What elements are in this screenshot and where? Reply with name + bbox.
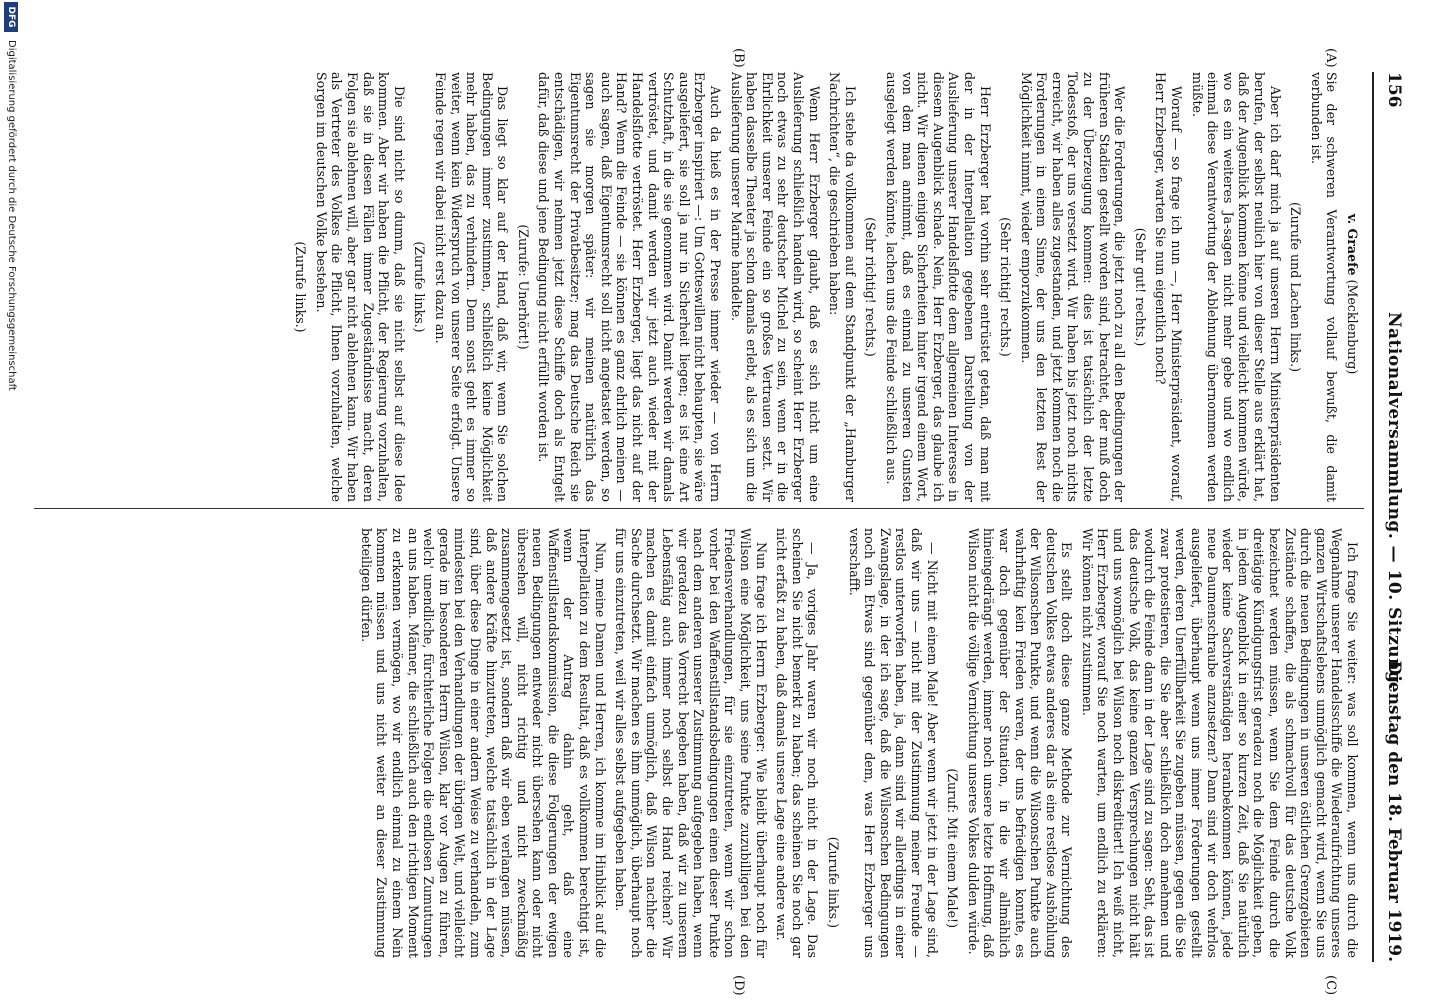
- paragraph: Ich frage Sie weiter: was soll kommen, wenn uns durch die Wegnahme unserer Handelsschiffe die Wiederaufrichtung unseres ganzen Wirtschaftslebens unmöglich gemacht wird, wenn Sie uns durch die neuen Bedingungen in unseren östlichen Grenzgebieten Zustände schaffen, die als schmachvoll für das deutsche Volk bezeichnet werden müssen, wenn Sie dem Feinde durch die dreitägige Kündigungsfrist geradezu noch die Möglichkeit geben, in jedem Augenblick in einer so kurzen Zeit, daß Sie natürlich wieder keine Sachverständigen heranbekommen können, jede neue Daumenschraube anzusetzen? Dann sind wir doch wehrlos ausgeliefert, überhaupt wenn uns immer Forderungen gestellt werden, deren Unerfüllbarkeit Sie zugeben müssen, gegen die Sie zwar protestieren, die Sie aber schließlich doch annehmen und wodurch die Feinde dann in der Lage sind zu sagen: Seht, das ist das deutsche Volk, das keine ganzen Versprechungen nicht hält und uns womöglich bei Wilson noch diskreditiert! Ich weiß nicht, Herr Erzberger, worauf Sie noch warten, um endlich zu erklären: Wir können nicht zustimmen.: [1079, 528, 1360, 958]
- running-title: Nationalversammlung. — 10. Sitzung.: [1384, 312, 1404, 690]
- interjection: (Zurufe links.): [412, 241, 428, 333]
- speaker-name: v. Graefe: [1345, 213, 1360, 276]
- paragraph: Das liegt so klar auf der Hand, daß wir, wenn Sie solchen Bedingungen immer zustimmen, schließlich keine Möglichkeit mehr haben, das zu verhindern. Denn sonst geht es immer so weiter, wenn kein Widerspruch von unserer Seite erfolgt. Unsere Feinde regen wir dabei nicht erst dazu an.: [432, 72, 511, 502]
- paragraph: Die sind nicht so dumm, daß sie nicht selbst auf diese Idee kommen. Aber wir haben die Pflicht, der Regierung vorzuhalten, daß sie in diesen Fällen immer Zugeständnisse macht, deren Folgen sie ablehnen will, aber gar nicht ablehnen kann. Wir haben als Vertreter des Volkes die Pflicht, Ihnen vorzuhalten, welche Sorgen im deutschen Volke bestehen.: [313, 72, 407, 502]
- paragraph: Sie der schweren Verantwortung vollauf bewußt, die damit verbunden ist.: [1308, 72, 1340, 502]
- interjection: (Zuruf: Mit einem Male!): [945, 768, 961, 928]
- paragraph: Nun, meine Damen und Herren, ich komme im Hinblick auf die Interpellation zu dem Resultat, daß es vollkommen berechtigt ist, wenn der Antrag dahin geht, daß eine Waffenstillstandskommission, die diese Folgerungen der ewigen neuen Bedingungen entweder nicht übersehen kann oder nicht übersehen will, nicht richtig und nicht zweckmäßig zusammengesetzt ist, sondern daß wir eben verlangen müssen, daß andere Kräfte hinzutreten, welche tatsächlich in der Lage sind, über diese Dinge in einer andern Weise zu verhandeln, zum mindesten bei den Verhandlungen der übrigen Welt, und vielleicht gerade im besonderen Herrn Wilson, klar vor Augen zu führen, welch' unendliche, fürchterliche Folgen die endlosen Zumutungen an uns haben. Männer, die schließlich auch den richtigen Moment zu erkennen vermögen, wo wir endlich einmal zu einem Nein kommen müssen und uns nicht weiter an dieser Zustimmung beteiligen dürfen.: [358, 528, 608, 958]
- header-rule: [1372, 72, 1374, 962]
- margin-marker-a: (A): [1323, 48, 1338, 68]
- interjection: (Zurufe: Unerhört!): [515, 224, 531, 350]
- paragraph: Ich stehe da vollkommen auf dem Standpunkt der „Hamburger Nachrichten“, die geschrieben haben:: [827, 72, 858, 502]
- page-header: [1376, 72, 1406, 962]
- margin-marker-d: (D): [731, 975, 746, 996]
- interjection: (Sehr richtig! rechts.): [863, 217, 879, 357]
- paragraph: Wer die Forderungen, die jetzt noch zu all den Bedingungen der früheren Stadien gestellt worden sind, betrachtet, der muß doch zu der Überzeugung kommen: dies ist tatsächlich der letzte Todesstoß, der uns versetzt wird. Wir haben bis jetzt noch nichts erreicht, wir haben alles zugestanden, und jetzt kommen noch die Forderungen in einem Sinne, der uns den letzten Rest der Möglichkeit nimmt, wieder emporzukommen.: [1018, 72, 1128, 502]
- page-number: 156: [1384, 72, 1404, 108]
- paragraph: Worauf — so frage ich nun —, Herr Ministerpräsident, worauf, Herr Erzberger, warten Sie nun eigentlich noch?: [1153, 72, 1185, 502]
- right-column: [353, 528, 1360, 958]
- interjection: (Zurufe und Lachen links.): [1288, 201, 1304, 373]
- paragraph: Es stellt doch diese ganze Methode zur Vernichtung des deutschen Volkes etwas anderes dar als eine restlose Aushöhlung der Wilsonschen Punkte, und wenn die Wilsonschen Punkte auch wahrhaftig kein Frieden waren, der uns befriedigen konnte, es war doch gegenüber der Situation, in die wir allmählich hineingedrängt werden, immer noch unsere letzte Hoffnung, daß Wilson nicht die völlige Vernichtung unseres Volkes dulden würde.: [965, 528, 1075, 958]
- paragraph: — Ja, voriges Jahr waren wir noch nicht in der Lage. Das scheinen Sie nicht bemerkt zu haben; das scheinen Sie noch gar nicht erfaßt zu haben, daß damals unsere Lage eine andere war.: [774, 528, 821, 958]
- paragraph: — Nicht mit einem Male! Aber wenn wir jetzt in der Lage sind, daß wir uns — nicht mit der Zustimmung meiner Freunde — restlos unterworfen haben, ja, dann sind wir allerdings in einer Zwangslage, in der ich sage, daß die Wilsonschen Bedingungen noch ein Etwas sind gegenüber dem, was Herr Erzberger uns verschafft.: [846, 528, 940, 958]
- session-date: Dienstag den 18. Februar 1919.: [1384, 660, 1404, 962]
- quotation: Wenn Herr Erzberger glaubt, daß es sich nicht um eine Auslieferung schließlich handeln wird, so scheint Herr Erzberger noch etwas zu sehr deutscher Michel zu sein, wenn er in die Ehrlichkeit unserer Feinde ein so großes Vertrauen setzt. Wir haben dasselbe Theater ja schon damals erlebt, als es sich um die Auslieferung unserer Marine handelte.: [728, 72, 822, 502]
- speaker-party: (Mecklenburg): [1345, 279, 1360, 375]
- column-divider: [34, 508, 1364, 509]
- digitization-footer: [0, 0, 21, 1000]
- interjection: (Zurufe links.): [826, 836, 841, 928]
- margin-marker-b: (B): [731, 48, 746, 68]
- dfg-logo: DFG: [4, 2, 18, 32]
- funding-note: Digitalisierung gefördert durch die Deutsche Forschungsgemeinschaft: [6, 40, 17, 391]
- speaker-line: [1344, 72, 1360, 502]
- paragraph: Nun frage ich Herrn Erzberger: Wie bleibt überhaupt noch für Wilson eine Möglichkeit, uns seine Punkte zuzubilligen bei den Friedensverhandlungen, für sie einzutreten, wenn wir schon vorher bei den Waffenstillstandsbedingungen einen dieser Punkte nach dem anderen unserer Zustimmung aufgegeben haben, wenn wir geradezu das Vorrecht begeben haben, daß wir zu unserem Lebensfähig auch immer noch selbst die Hand reichen? Wir machen es damit einfach unmöglich, daß Wilson nachher die Sache durchsetzt. Wir machen es ihm unmöglich, überhaupt noch für uns einzutreten, weil wir alles selbst aufgegeben haben.: [613, 528, 769, 958]
- paragraph: Auch da hieß es in der Presse immer wieder — von Herrn Erzberger inspiriert —: Um Gotteswillen nicht behaupten, sie wäre ausgeliefert, sie soll ja nur in Sicherheit liegen; es ist eine Art Schutzhaft, in die sie genommen wird. Damit werden wir damals vertröstet, und damit werden wir jetzt auch wieder mit der Handelsflotte vertröstet. Herr Erzberger, liegt das nicht auf der Hand? Wenn die Feinde — sie können es ganz ehrlich meinen — auch sagen, daß Eigentumsrecht soll nicht angetastet werden, so sagen sie morgen später: wir meinen natürlich das Eigentumsrecht der Privatbesitzer; mag das Deutsche Reich sie entschädigen, wir nehmen jetzt diese Schiffe doch als Entgelt dafür, daß diese und jene Bedingung nicht erfüllt worden ist.: [536, 72, 724, 502]
- interjection: (Sehr gut! rechts.): [1132, 227, 1148, 347]
- paragraph: Herr Erzberger hat vorhin sehr entrüstet getan, daß man mit der in der Interpellation gegebenen Darstellung von der Auslieferung unserer Handelsflotte dem allgemeinen Interesse in diesem Augenblick schade. Nein, Herr Erzberger, das glaube ich nicht. Wir dienen einigen Sicherheiten hinter irgend einem Wort, von dem man annimmt, daß es einmal zu unseren Gunsten ausgelegt werden könnte, lachen uns die Feinde schließlich aus.: [883, 72, 993, 502]
- paragraph: Aber ich darf mich ja auf unseren Herrn Ministerpräsidenten berufen, der selbst neulich hier von dieser Stelle aus erklärt hat, daß der Augenblick kommen könne und vielleicht kommen würde, wo es ein weiteres Ja-sagen nicht mehr gebe und wo endlich einmal diese Verantwortung der Ablehnung übernommen werden müßte.: [1189, 72, 1283, 502]
- left-column: [288, 72, 1360, 502]
- margin-marker-c: (C): [1323, 975, 1338, 996]
- interjection: (Sehr richtig! rechts.): [998, 217, 1014, 357]
- interjection: (Zurufe links.): [293, 241, 309, 333]
